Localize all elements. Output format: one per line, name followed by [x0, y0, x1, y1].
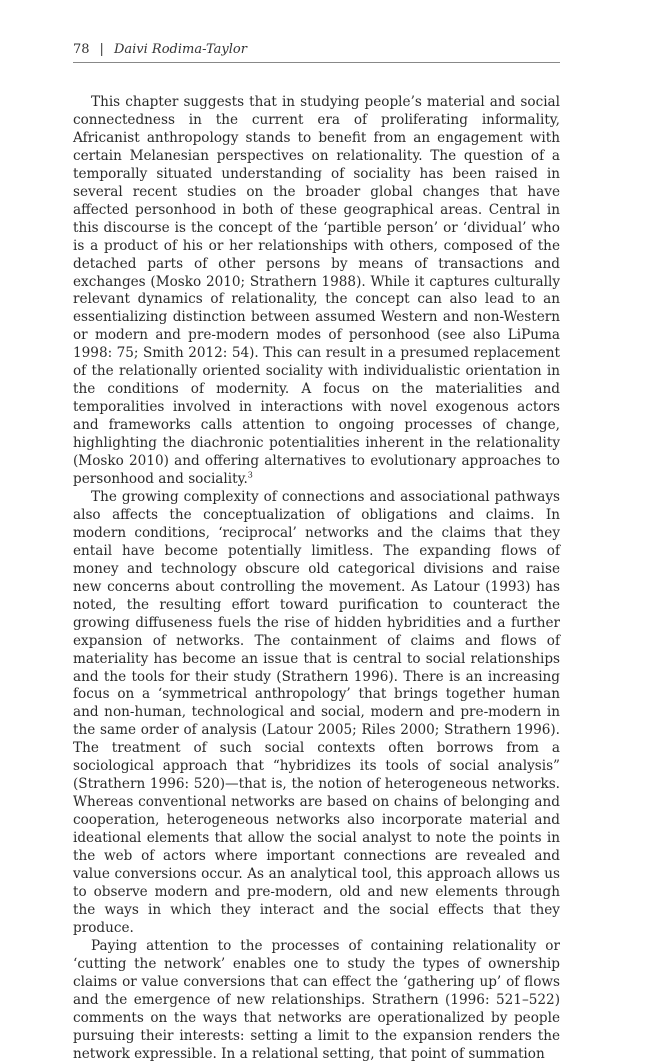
paragraph-3-text: Paying attention to the processes of containing relationality or ‘cutting the network’ enables one to study the types of ownership claims or value conversions that can effect the ‘gathering up’ of flows and the emergence of new relationships. Strathern (1996: 521–522) comments on the ways that networks are operationalized by people pursuing their interests: setting a limit to the expansion renders the network expressible. In a relational setting, that point of summation	[73, 937, 560, 1062]
paragraph-1-text: This chapter suggests that in studying people’s material and social connectedness in the current era of proliferating informality, Africanist anthropology stands to benefit from an engagement with certain Melanesian perspectives on relationality. The question of a temporally situated understanding of sociality has been raised in several recent studies on the broader global changes that have affected personhood in both of these geographical areas. Central in this discourse is the concept of the ‘partible person’ or ‘dividual’ who is a product of his or her relationships with others, composed of the detached parts of other persons by means of transactions and exchanges (Mosko 2010; Strathern 1988). While it captures culturally relevant dynamics of relationality, the concept can also lead to an essentializing distinction between assumed Western and non-Western or modern and pre-modern modes of personhood (see also LiPuma 1998: 75; Smith 2012: 54). This can result in a presumed replacement of the relationally oriented sociality with individualistic orientation in the conditions of modernity. A focus on the materialities and temporalities involved in interactions with novel exogenous actors and frameworks calls attention to ongoing processes of change, highlighting the diachronic potentialities inherent in the relationality (Mosko 2010) and offering alternatives to evolutionary approaches to personhood and sociality.	[73, 94, 560, 488]
body-text	[73, 94, 560, 1063]
header-rule	[73, 62, 560, 63]
paragraph-1	[73, 94, 560, 489]
paragraph-2-text: The growing complexity of connections and associational pathways also affects the conceptualization of obligations and claims. In modern conditions, ‘reciprocal’ networks and the claims that they entail have become potentially limitless. The expanding flows of money and technology obscure old categorical divisions and raise new concerns about controlling the movement. As Latour (1993) has noted, the resulting effort toward purification to counteract the growing diffuseness fuels the rise of hidden hybridities and a further expansion of networks. The containment of claims and flows of materiality has become an issue that is central to social relationships and the tools for their study (Strathern 1996). There is an increasing focus on a ‘symmetrical anthropology’ that brings together human and non-human, technological and social, modern and pre-modern in the same order of analysis (Latour 2005; Riles 2000; Strathern 1996). The treatment of such social contexts often borrows from a sociological approach that “hybridizes its tools of social analysis” (Strathern 1996: 520)—that is, the notion of heterogeneous networks. Whereas conventional networks are based on chains of belonging and cooperation, heterogeneous networks also incorporate material and ideational elements that allow the social analyst to note the points in the web of actors where important connections are revealed and value conversions occur. As an analytical tool, this approach allows us to observe modern and pre-modern, old and new elements through the ways in which they interact and the social effects that they produce.	[73, 488, 560, 936]
page-number: 78	[73, 42, 90, 57]
running-head-author: Daivi Rodima-Taylor	[113, 42, 247, 57]
running-head	[73, 42, 247, 57]
footnote-marker[interactable]: 3	[247, 470, 253, 480]
header-separator: |	[99, 42, 104, 57]
paragraph-3	[73, 938, 560, 1063]
paragraph-2	[73, 489, 560, 938]
